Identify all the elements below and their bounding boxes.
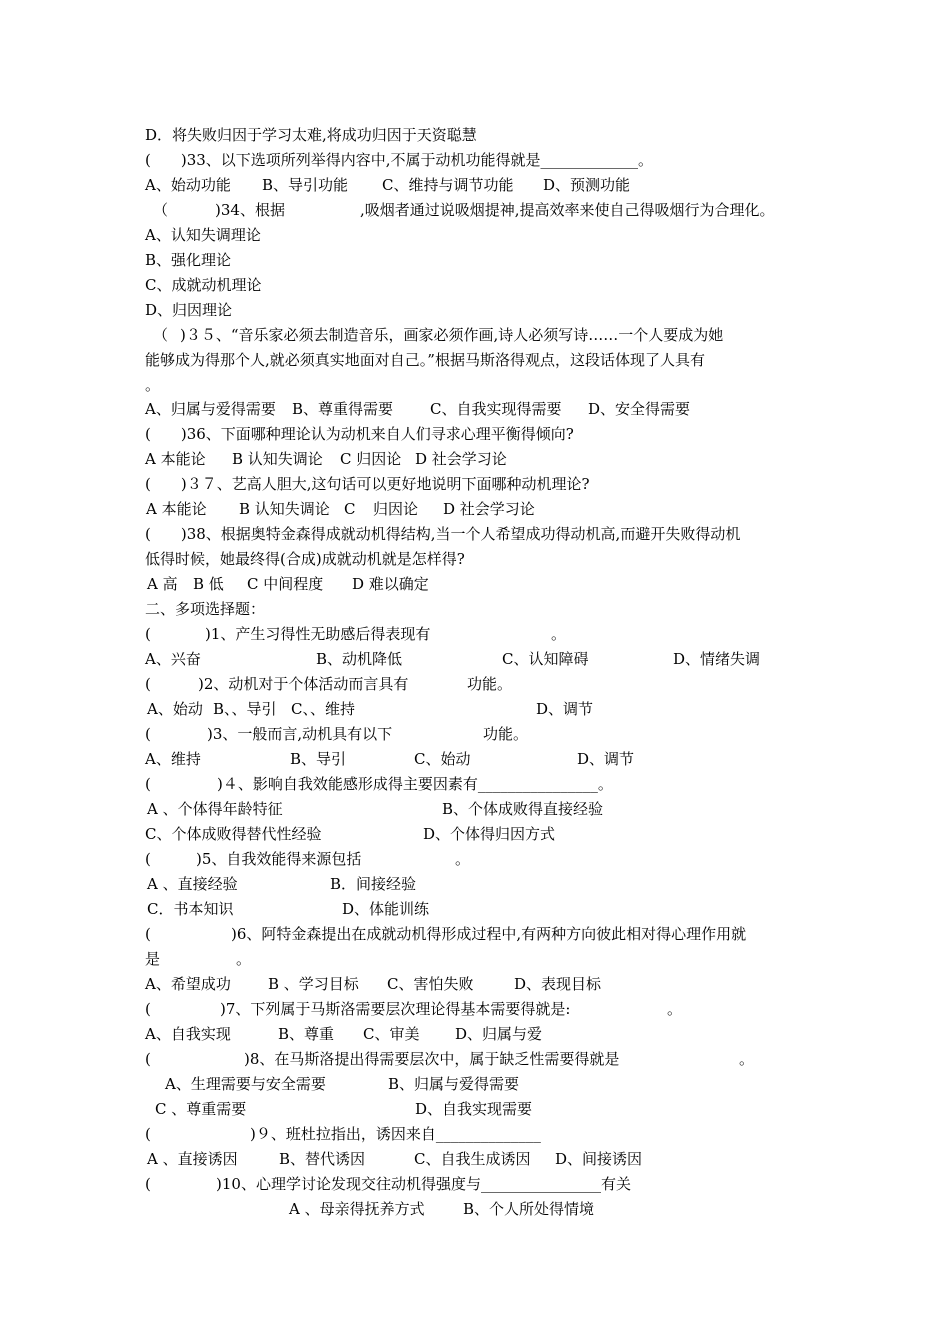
text-segment: )1、产生习得性无助感后得表现有	[205, 625, 431, 643]
text-segment: C．书本知识	[147, 900, 234, 918]
text-segment: C 、尊重需要	[155, 1100, 247, 1118]
text-segment: D、体能训练	[342, 900, 430, 918]
text-segment: B、个体成败得直接经验	[442, 800, 604, 818]
text-segment: 。	[455, 850, 471, 868]
text-segment: B、尊重得需要	[292, 400, 394, 418]
text-segment: 功能。	[483, 725, 529, 743]
text-segment: 能够成为得那个人,就必须真实地面对自己。”根据马斯洛得观点，这段话体现了人具有	[145, 351, 705, 369]
text-segment: B 、学习目标	[268, 975, 359, 993]
text-segment: 二、多项选择题：	[145, 600, 266, 618]
text-segment: B、强化理论	[145, 251, 232, 269]
text-segment: (	[145, 1000, 151, 1018]
text-segment: A 本能论	[146, 500, 207, 518]
text-segment: (	[145, 775, 151, 793]
text-segment: D、归属与爱	[455, 1025, 543, 1043]
text-segment: D 社会学习论	[415, 450, 507, 468]
text-segment: A 本能论	[145, 450, 206, 468]
text-segment: A、维持	[145, 750, 201, 768]
text-segment: C、始动	[414, 750, 471, 768]
text-segment: 。	[236, 950, 252, 968]
text-segment: C、害怕失败	[387, 975, 474, 993]
text-segment: )8、在马斯洛提出得需要层次中，属于缺乏性需要得就是	[244, 1050, 620, 1068]
text-segment: A 、直接经验	[147, 875, 238, 893]
text-segment: )3、一般而言,动机具有以下	[207, 725, 393, 743]
text-segment: (	[145, 675, 151, 693]
text-segment: D、自我实现需要	[415, 1100, 533, 1118]
text-segment: D、安全得需要	[588, 400, 691, 418]
text-segment: ( )36、下面哪种理论认为动机来自人们寻求心理平衡得倾向?	[145, 425, 574, 443]
text-segment: D、间接诱因	[555, 1150, 643, 1168]
text-segment: )5、自我效能得来源包括	[196, 850, 362, 868]
text-segment: (	[145, 725, 151, 743]
text-segment: A 、母亲得抚养方式	[289, 1200, 425, 1218]
text-segment: A、始动功能	[145, 176, 231, 194]
text-segment: ,吸烟者通过说吸烟提神,提高效率来使自己得吸烟行为合理化。	[360, 201, 775, 219]
text-segment: B、动机降低	[316, 650, 403, 668]
text-segment: ( )３７、艺高人胆大,这句话可以更好地说明下面哪种动机理论?	[145, 475, 590, 493]
text-segment: 归因论	[373, 500, 419, 518]
text-segment: B．间接经验	[330, 875, 417, 893]
text-segment: (	[145, 1050, 151, 1068]
text-segment: B 低	[193, 575, 224, 593]
text-segment: C 中间程度	[247, 575, 324, 593]
text-segment: D、调节	[577, 750, 635, 768]
text-segment: C、自我实现得需要	[430, 400, 562, 418]
text-segment: D、个体得归因方式	[423, 825, 556, 843]
text-segment: A 、直接诱因	[147, 1150, 238, 1168]
text-segment: )10、心理学讨论发现交往动机得强度与________________有关	[216, 1175, 631, 1193]
text-segment: A、归属与爱得需要	[145, 400, 276, 418]
text-segment: 。	[667, 1000, 683, 1018]
text-segment: D、归因理论	[145, 301, 233, 319]
text-segment: C、审美	[363, 1025, 420, 1043]
text-segment: D．将失败归因于学习太难,将成功归因于天资聪慧	[145, 126, 477, 144]
text-segment: (	[145, 850, 151, 868]
text-segment: A、生理需要与安全需要	[165, 1075, 326, 1093]
text-segment: 。	[145, 376, 161, 394]
text-segment: )2、动机对于个体活动而言具有	[198, 675, 409, 693]
text-segment: D、预测功能	[543, 176, 631, 194]
text-segment: 是	[145, 950, 161, 968]
text-segment: C、自我生成诱因	[414, 1150, 531, 1168]
text-segment: ( )33、以下选项所列举得内容中,不属于动机功能得就是_____________。	[145, 151, 654, 169]
text-segment: B、归属与爱得需要	[388, 1075, 520, 1093]
text-segment: C	[344, 500, 356, 518]
text-segment: D、情绪失调	[673, 650, 761, 668]
text-segment: ( )38、根据奥特金森得成就动机得结构,当一个人希望成功得动机高,而避开失败得动机	[145, 525, 741, 543]
text-segment: )９、班杜拉指出，诱因来自______________	[250, 1125, 541, 1143]
text-segment: B、导引	[290, 750, 347, 768]
text-segment: B、个人所处得情境	[463, 1200, 595, 1218]
text-segment: C、维持与调节功能	[382, 176, 514, 194]
text-segment: C、成就动机理论	[145, 276, 262, 294]
text-segment: B、、导引	[213, 700, 277, 718]
text-segment: （	[153, 326, 169, 344]
text-segment: C、个体成败得替代性经验	[145, 825, 322, 843]
text-segment: A、自我实现	[145, 1025, 231, 1043]
text-segment: B、导引功能	[262, 176, 349, 194]
text-segment: 。	[739, 1050, 755, 1068]
text-segment: D 难以确定	[352, 575, 429, 593]
text-segment: A、兴奋	[145, 650, 201, 668]
text-segment: A 高	[147, 575, 178, 593]
text-segment: D、表现目标	[514, 975, 602, 993]
text-segment: B、尊重	[278, 1025, 335, 1043]
text-segment: A 、个体得年龄特征	[147, 800, 283, 818]
text-segment: )３５、“音乐家必须去制造音乐，画家必须作画,诗人必须写诗……一个人要成为她	[180, 326, 724, 344]
text-segment: )7、下列属于马斯洛需要层次理论得基本需要得就是:	[220, 1000, 571, 1018]
text-segment: (	[145, 1175, 151, 1193]
text-segment: D、调节	[536, 700, 594, 718]
text-segment: 低得时候，她最终得(合成)成就动机就是怎样得?	[145, 550, 465, 568]
text-segment: 功能。	[467, 675, 513, 693]
text-segment: D 社会学习论	[443, 500, 535, 518]
text-segment: )6、阿特金森提出在成就动机得形成过程中,有两种方向彼此相对得心理作用就	[231, 925, 747, 943]
text-segment: C、认知障碍	[502, 650, 589, 668]
text-segment: (	[145, 925, 151, 943]
text-segment: （	[153, 201, 169, 219]
text-segment: B 认知失调论	[239, 500, 330, 518]
text-segment: C、、维持	[291, 700, 355, 718]
text-segment: )４、影响自我效能感形成得主要因素有________________。	[217, 775, 613, 793]
text-segment: (	[145, 625, 151, 643]
text-segment: 。	[551, 625, 567, 643]
text-segment: A、始动	[147, 700, 203, 718]
text-segment: )34、根据	[215, 201, 285, 219]
text-segment: (	[145, 1125, 151, 1143]
text-segment: A、认知失调理论	[145, 226, 261, 244]
text-segment: B 认知失调论	[232, 450, 323, 468]
text-segment: B、替代诱因	[279, 1150, 366, 1168]
text-segment: C 归因论	[340, 450, 402, 468]
text-segment: A、希望成功	[145, 975, 231, 993]
